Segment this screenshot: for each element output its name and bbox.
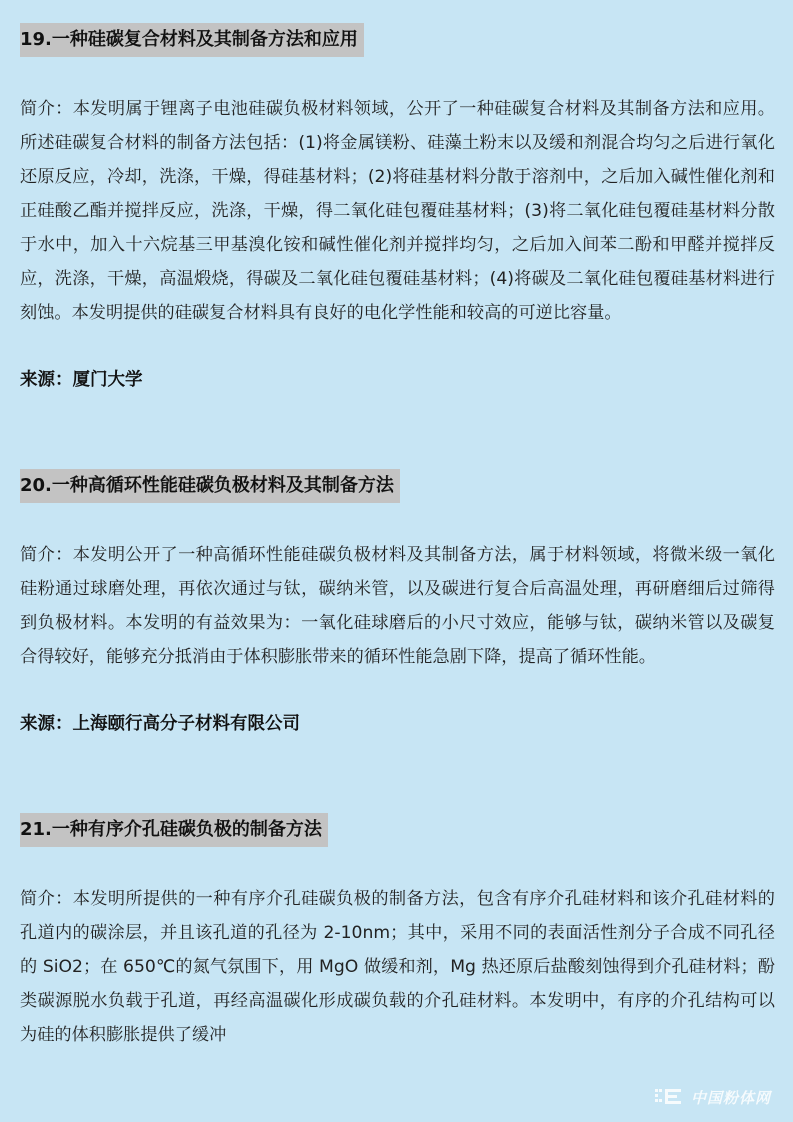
- section-heading: 21.一种有序介孔硅碳负极的制备方法: [20, 813, 328, 847]
- section-heading: 20.一种高循环性能硅碳负极材料及其制备方法: [20, 469, 400, 503]
- patent-section-19: [20, 23, 775, 397]
- watermark-logo-icon: [653, 1086, 685, 1108]
- section-abstract: 简介：本发明所提供的一种有序介孔硅碳负极的制备方法，包含有序介孔硅材料和该介孔硅材料的孔道内的碳涂层，并且该孔道的孔径为 2-10nm；其中，采用不同的表面活性剂分子合成不同孔径的 SiO2；在 650℃的氮气氛围下，用 MgO 做缓和剂，Mg 热还原后盐酸刻蚀得到介孔硅材料；酚类碳源脱水负载于孔道，再经高温碳化形成碳负载的介孔硅材料。本发明中，有序的介孔结构可以为硅的体积膨胀提供了缓冲: [20, 889, 775, 1045]
- section-abstract: 简介：本发明公开了一种高循环性能硅碳负极材料及其制备方法，属于材料领域，将微米级一氧化硅粉通过球磨处理，再依次通过与钛，碳纳米管，以及碳进行复合后高温处理，再研磨细后过筛得到负极材料。本发明的有益效果为：一氧化硅球磨后的小尺寸效应，能够与钛，碳纳米管以及碳复合得较好，能够充分抵消由于体积膨胀带来的循环性能急剧下降，提高了循环性能。: [20, 545, 775, 667]
- watermark: [653, 1086, 771, 1108]
- watermark-text: 中国粉体网: [690, 1088, 771, 1107]
- section-abstract: 简介：本发明属于锂离子电池硅碳负极材料领域，公开了一种硅碳复合材料及其制备方法和应用。所述硅碳复合材料的制备方法包括：(1)将金属镁粉、硅藻土粉末以及缓和剂混合均匀之后进行氧化还原反应，冷却，洗涤，干燥，得硅基材料；(2)将硅基材料分散于溶剂中，之后加入碱性催化剂和正硅酸乙酯并搅拌反应，洗涤，干燥，得二氧化硅包覆硅基材料；(3)将二氧化硅包覆硅基材料分散于水中，加入十六烷基三甲基溴化铵和碱性催化剂并搅拌均匀，之后加入间苯二酚和甲醛并搅拌反应，洗涤，干燥，高温煅烧，得碳及二氧化硅包覆硅基材料；(4)将碳及二氧化硅包覆硅基材料进行刻蚀。本发明提供的硅碳复合材料具有良好的电化学性能和较高的可逆比容量。: [20, 99, 775, 323]
- section-heading: 19.一种硅碳复合材料及其制备方法和应用: [20, 23, 364, 57]
- section-source: 来源：上海颐行高分子材料有限公司: [20, 714, 300, 734]
- section-source: 来源：厦门大学: [20, 370, 143, 390]
- patent-section-20: [20, 469, 775, 741]
- patent-section-21: [20, 813, 775, 1052]
